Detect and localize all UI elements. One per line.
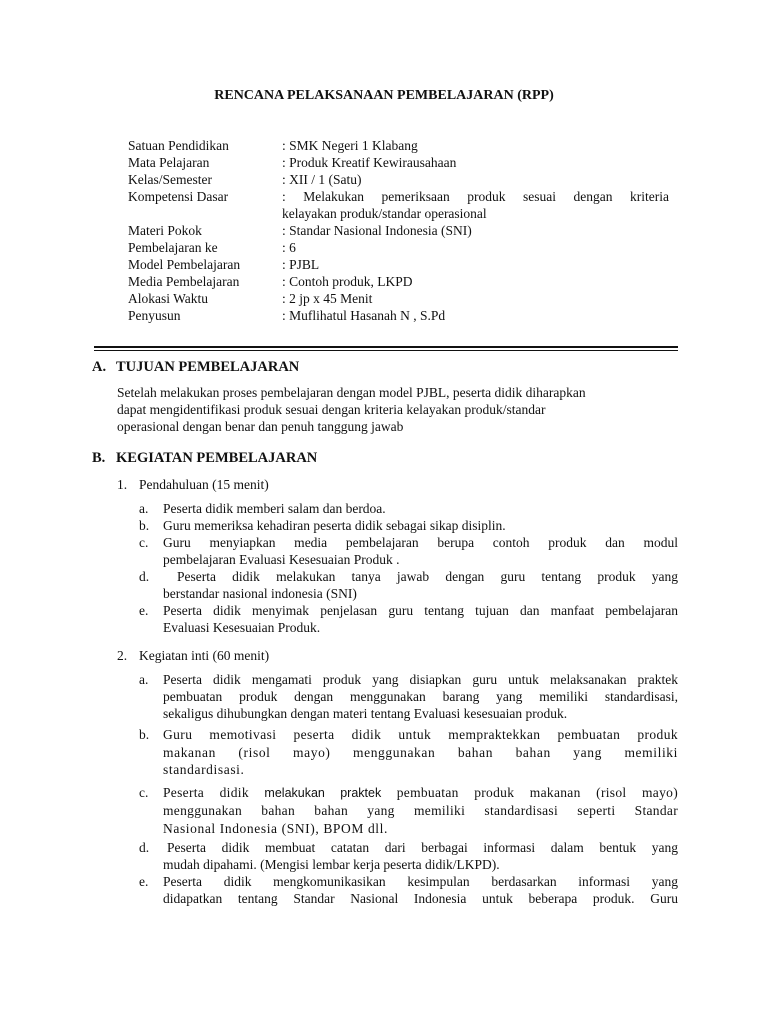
paragraph-line: Setelah melakukan proses pembelajaran dengan model PJBL, peserta didik diharapkan [117, 385, 586, 400]
item-text [163, 517, 678, 534]
item-line: standardisasi. [163, 762, 245, 777]
item-line: Nasional Indonesia (SNI), BPOM dll. [163, 820, 388, 836]
info-label: Pembelajaran ke [128, 240, 218, 255]
pendahuluan-list [139, 500, 678, 636]
list-item [139, 602, 678, 636]
info-value: : Standar Nasional Indonesia (SNI) [282, 223, 472, 238]
info-value: : Produk Kreatif Kewirausahaan [282, 155, 457, 170]
item-line: Guru memeriksa kehadiran peserta didik sebagai sikap disiplin. [163, 518, 506, 533]
item-line: Peserta didik mengamati produk yang disiapkan guru untuk melaksanakan praktek [163, 672, 678, 687]
step-label: Pendahuluan (15 menit) [139, 477, 269, 492]
info-value [282, 188, 669, 222]
info-row-kelas [128, 171, 669, 188]
kegiatan-inti-list [139, 671, 678, 907]
info-value: : 6 [282, 240, 296, 255]
info-row-model [128, 256, 669, 273]
info-value: : PJBL [282, 257, 320, 272]
list-item [139, 839, 678, 873]
section-a-paragraph [117, 384, 677, 435]
section-letter: B. [92, 450, 106, 466]
item-line: Peserta didik membuat catatan dari berbagai informasi dalam bentuk yang [167, 840, 678, 855]
item-text [163, 500, 678, 517]
info-value-line: kelayakan produk/standar operasional [282, 206, 487, 221]
step-number: 1. [117, 477, 128, 492]
item-line: pembelajaran Evaluasi Kesesuaian Produk . [163, 552, 400, 567]
item-marker: e. [139, 603, 149, 618]
step-pendahuluan [117, 476, 269, 493]
info-label: Kelas/Semester [128, 172, 212, 187]
list-item [139, 517, 678, 534]
item-marker: c. [139, 784, 149, 800]
item-marker: b. [139, 727, 150, 742]
info-row-mapel [128, 154, 669, 171]
info-label: Alokasi Waktu [128, 291, 209, 306]
item-line-part: Peserta didik [163, 784, 265, 800]
divider-thin [94, 350, 678, 351]
item-line: menggunakan bahan bahan yang memiliki standardisasi seperti Standar [163, 803, 678, 818]
info-row-kompetensi [128, 188, 669, 222]
item-line: Guru memotivasi peserta didik untuk mempraktekkan pembuatan produk [163, 727, 678, 742]
info-row-media [128, 273, 669, 290]
info-value: : Contoh produk, LKPD [282, 274, 413, 289]
document-title: RENCANA PELAKSANAAN PEMBELAJARAN (RPP) [214, 88, 554, 103]
list-item [139, 671, 678, 722]
item-line: makanan (risol mayo) menggunakan bahan bahan yang memiliki [163, 744, 678, 760]
list-item [139, 726, 678, 779]
list-item [139, 873, 678, 907]
item-marker: d. [139, 569, 150, 584]
section-letter: A. [92, 359, 107, 375]
item-line: pembuatan produk dengan menggunakan barang yang memiliki standardisasi, [163, 689, 678, 704]
info-row-alokasi [128, 290, 669, 307]
info-value: : SMK Negeri 1 Klabang [282, 138, 418, 153]
item-line: Evaluasi Kesesuaian Produk. [163, 620, 321, 635]
item-line: Guru menyiapkan media pembelajaran berupa contoh produk dan modul [163, 535, 678, 550]
section-title: TUJUAN PEMBELAJARAN [116, 359, 300, 375]
item-line-part: melakukan praktek [264, 785, 382, 800]
info-label: Kompetensi Dasar [128, 189, 229, 204]
item-line-part: pembuatan produk makanan (risol mayo) [381, 784, 678, 800]
item-text [163, 602, 678, 636]
info-row-materi [128, 222, 669, 239]
info-value: : 2 jp x 45 Menit [282, 291, 373, 306]
info-label: Materi Pokok [128, 223, 202, 238]
item-text [163, 726, 678, 779]
item-text [163, 839, 678, 873]
item-line: Peserta didik melakukan tanya jawab dengan guru tentang produk yang [177, 569, 678, 584]
item-line: Peserta didik memberi salam dan berdoa. [163, 501, 386, 516]
list-item [139, 784, 678, 838]
item-marker: d. [139, 840, 150, 855]
item-marker: e. [139, 874, 149, 889]
item-line: berstandar nasional indonesia (SNI) [163, 586, 357, 601]
step-kegiatan-inti [117, 647, 269, 664]
list-item [139, 500, 678, 517]
info-row-satuan [128, 137, 669, 154]
info-label: Mata Pelajaran [128, 155, 210, 170]
info-value-line: : Melakukan pemeriksaan produk sesuai dengan kriteria [282, 189, 669, 204]
info-label: Media Pembelajaran [128, 274, 240, 289]
divider-thick [94, 346, 678, 348]
item-marker: a. [139, 672, 149, 687]
info-row-penyusun [128, 307, 669, 324]
identity-table [128, 137, 669, 324]
item-text [163, 873, 678, 907]
item-text [163, 671, 678, 722]
item-line: Peserta didik menyimak penjelasan guru tentang tujuan dan manfaat pembelajaran [163, 603, 678, 618]
item-marker: c. [139, 535, 149, 550]
info-value: : XII / 1 (Satu) [282, 172, 362, 187]
item-line [163, 784, 678, 803]
step-label: Kegiatan inti (60 menit) [139, 648, 270, 663]
item-line: didapatkan tentang Standar Nasional Indonesia untuk beberapa produk. Guru [163, 891, 678, 906]
item-line: mudah dipahami. (Mengisi lembar kerja peserta didik/LKPD). [163, 857, 500, 872]
info-label: Satuan Pendidikan [128, 138, 229, 153]
item-text [163, 568, 678, 602]
list-item [139, 568, 678, 602]
paragraph-line: dapat mengidentifikasi produk sesuai dengan kriteria kelayakan produk/standar [117, 402, 546, 417]
section-a-heading [92, 359, 299, 376]
item-line: sekaligus dihubungkan dengan materi tentang Evaluasi kesesuaian produk. [163, 706, 568, 721]
paragraph-line: operasional dengan benar dan penuh tanggung jawab [117, 419, 404, 434]
item-text [163, 784, 678, 838]
item-marker: b. [139, 518, 150, 533]
info-label: Penyusun [128, 308, 181, 323]
info-row-pembelajaran-ke [128, 239, 669, 256]
item-text [163, 534, 678, 568]
list-item [139, 534, 678, 568]
info-value: : Muflihatul Hasanah N , S.Pd [282, 308, 446, 323]
item-line: Peserta didik mengkomunikasikan kesimpulan berdasarkan informasi yang [163, 874, 678, 889]
info-label: Model Pembelajaran [128, 257, 241, 272]
item-marker: a. [139, 501, 149, 516]
section-title: KEGIATAN PEMBELAJARAN [116, 450, 318, 466]
section-b-heading [92, 450, 317, 467]
step-number: 2. [117, 648, 128, 663]
